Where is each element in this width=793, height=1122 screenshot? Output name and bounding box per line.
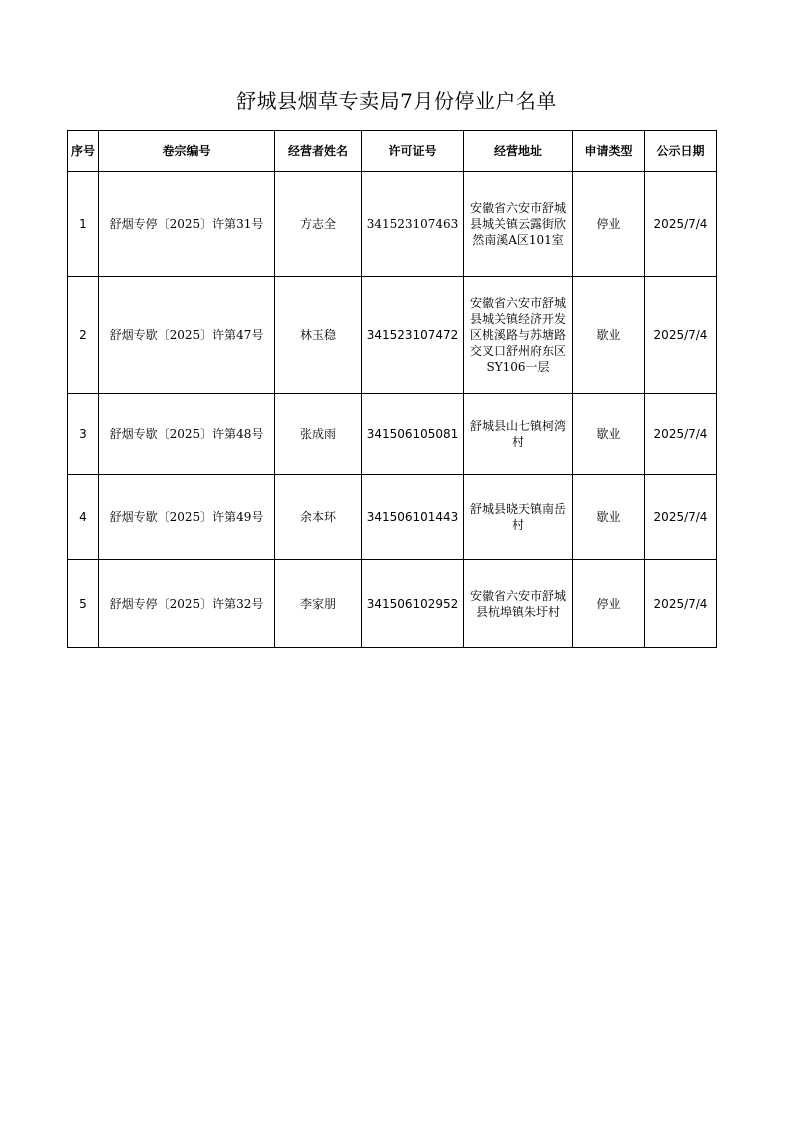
table-row <box>68 475 717 560</box>
cell-operator: 李家朋 <box>275 560 362 648</box>
cell-address: 安徽省六安市舒城县城关镇经济开发区桃溪路与苏塘路交叉口舒州府东区SY106一层 <box>464 277 573 394</box>
header-date: 公示日期 <box>645 131 717 172</box>
cell-license: 341506105081 <box>362 394 464 475</box>
cell-case-no: 舒烟专歇〔2025〕许第47号 <box>99 277 275 394</box>
cell-date: 2025/7/4 <box>645 172 717 277</box>
cell-date: 2025/7/4 <box>645 560 717 648</box>
table-row <box>68 560 717 648</box>
cell-case-no: 舒烟专停〔2025〕许第31号 <box>99 172 275 277</box>
cell-license: 341506101443 <box>362 475 464 560</box>
cell-case-no: 舒烟专歇〔2025〕许第48号 <box>99 394 275 475</box>
cell-address: 安徽省六安市舒城县城关镇云露街欣然南溪A区101室 <box>464 172 573 277</box>
header-case-no: 卷宗编号 <box>99 131 275 172</box>
cell-date: 2025/7/4 <box>645 277 717 394</box>
closure-list-table <box>67 130 717 648</box>
cell-case-no: 舒烟专停〔2025〕许第32号 <box>99 560 275 648</box>
header-address: 经营地址 <box>464 131 573 172</box>
cell-operator: 林玉稳 <box>275 277 362 394</box>
cell-type: 停业 <box>573 172 645 277</box>
header-license: 许可证号 <box>362 131 464 172</box>
cell-type: 停业 <box>573 560 645 648</box>
cell-index: 2 <box>68 277 99 394</box>
header-operator: 经营者姓名 <box>275 131 362 172</box>
document-title: 舒城县烟草专卖局7月份停业户名单 <box>236 89 557 113</box>
cell-date: 2025/7/4 <box>645 475 717 560</box>
table-row <box>68 172 717 277</box>
cell-index: 4 <box>68 475 99 560</box>
table-row <box>68 394 717 475</box>
cell-case-no: 舒烟专歇〔2025〕许第49号 <box>99 475 275 560</box>
cell-date: 2025/7/4 <box>645 394 717 475</box>
cell-address: 舒城县山七镇柯湾村 <box>464 394 573 475</box>
cell-index: 3 <box>68 394 99 475</box>
header-index: 序号 <box>68 131 99 172</box>
table-row <box>68 277 717 394</box>
cell-address: 安徽省六安市舒城县杭埠镇朱圩村 <box>464 560 573 648</box>
cell-license: 341523107463 <box>362 172 464 277</box>
cell-index: 5 <box>68 560 99 648</box>
cell-license: 341523107472 <box>362 277 464 394</box>
header-type: 申请类型 <box>573 131 645 172</box>
cell-type: 歇业 <box>573 394 645 475</box>
cell-index: 1 <box>68 172 99 277</box>
cell-operator: 余本环 <box>275 475 362 560</box>
cell-operator: 方志全 <box>275 172 362 277</box>
cell-license: 341506102952 <box>362 560 464 648</box>
cell-operator: 张成雨 <box>275 394 362 475</box>
cell-address: 舒城县晓天镇南岳村 <box>464 475 573 560</box>
cell-type: 歇业 <box>573 277 645 394</box>
table-header-row <box>68 131 717 172</box>
cell-type: 歇业 <box>573 475 645 560</box>
